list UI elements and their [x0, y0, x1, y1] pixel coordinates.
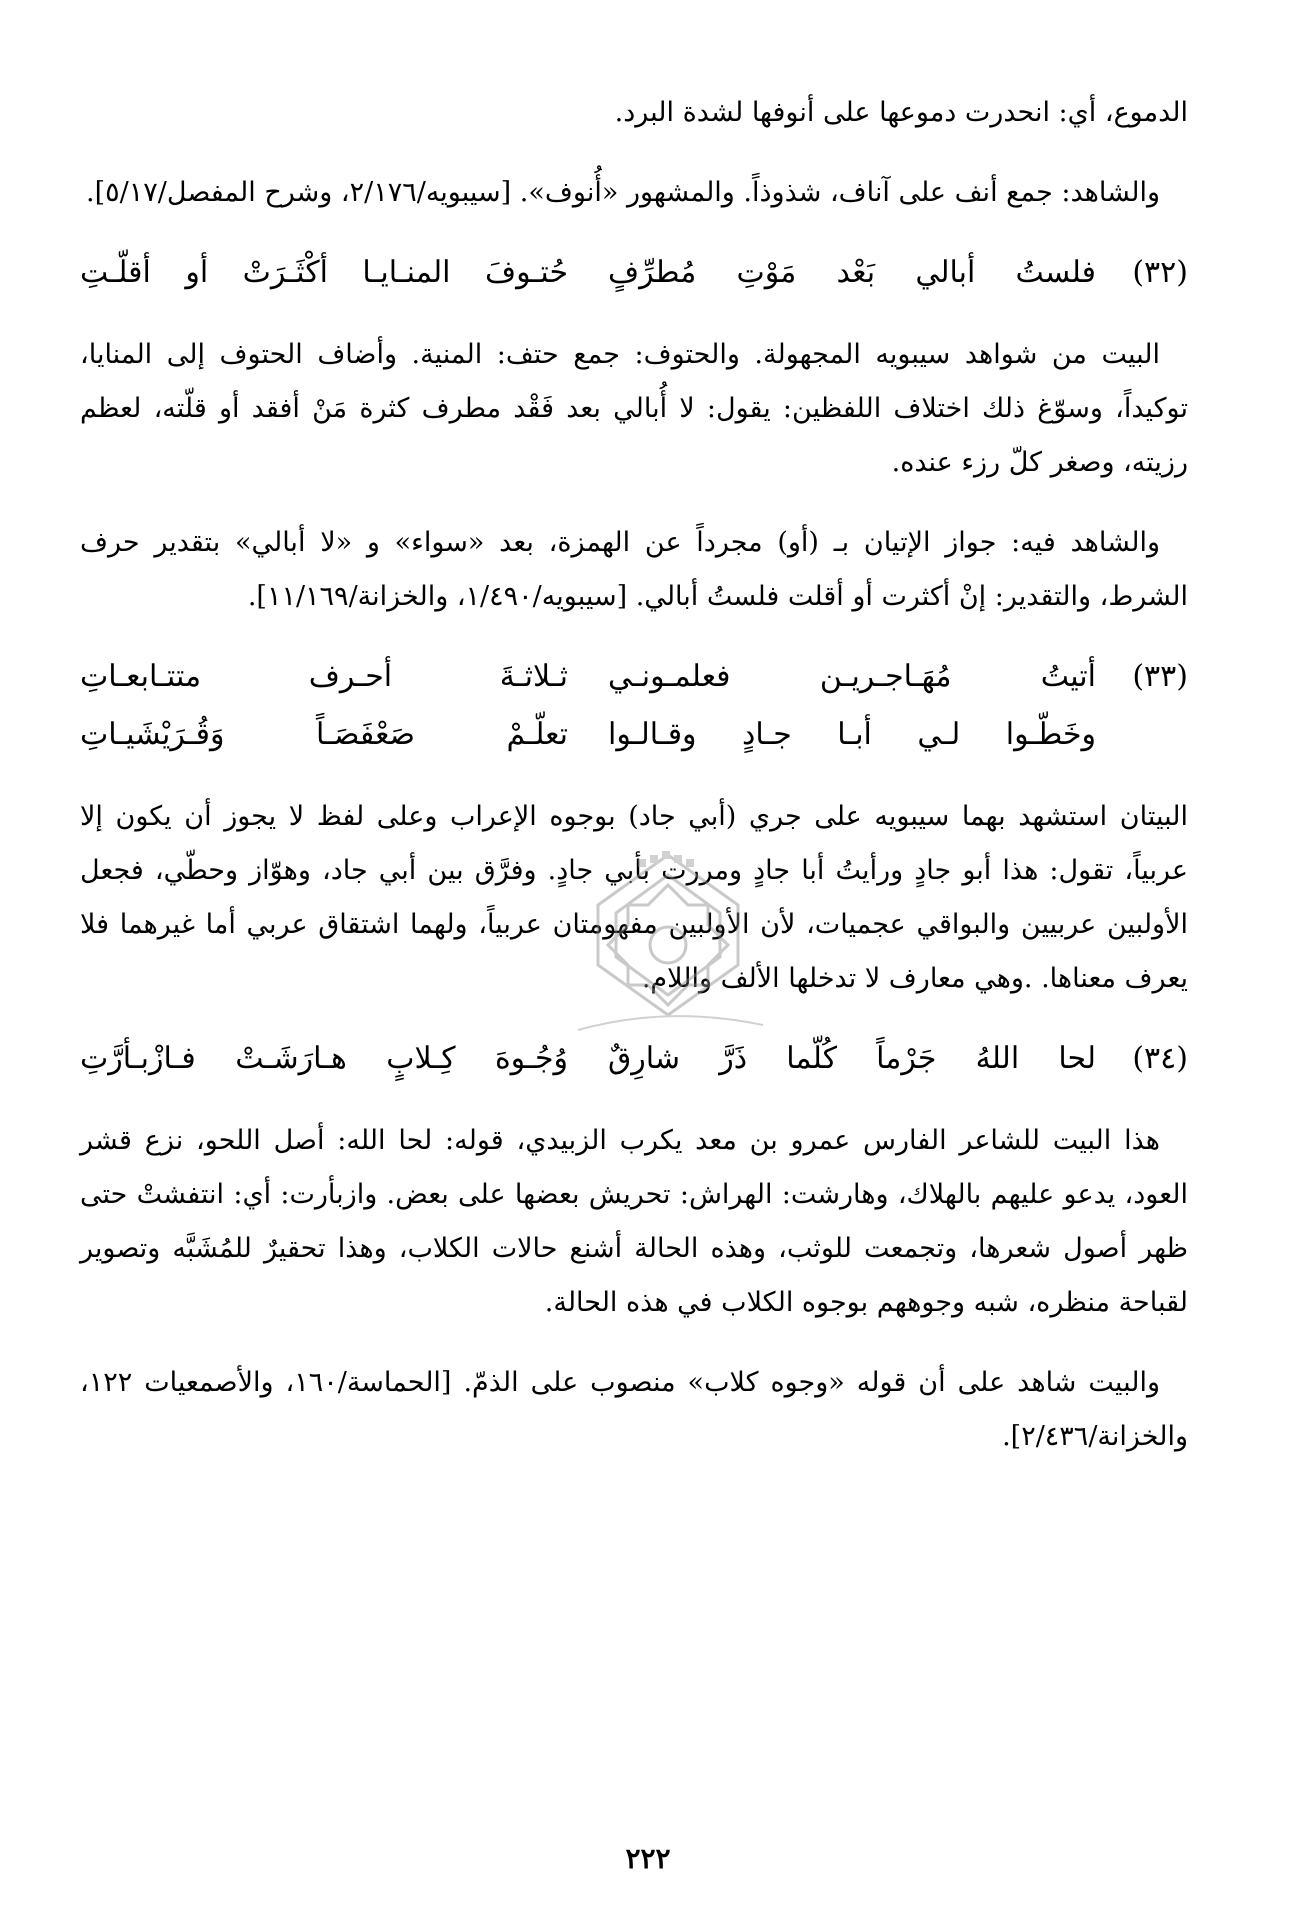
verse-hemistich-2: حُتـوفَ المنـايـا أكْثَـرَتْ أو أقلّـتِ	[80, 255, 568, 290]
verse-number: (٣٢)	[1132, 255, 1188, 290]
verse-hemistich-2: ثـلاثـةَ أحـرف متتـابعـاتِ	[80, 659, 568, 694]
commentary-paragraph: والشاهد: جمع أنف على آناف، شذوذاً. والمشهور «أُنوف». [سيبويه/٢/١٧٦، وشرح المفصل/٥/١٧].	[86, 177, 1160, 208]
commentary-paragraph: هذا البيت للشاعر الفارس عمرو بن معد يكرب الزبيدي، قوله: لحا الله: أصل اللحو، نزع قشر العود، يدعو عليهم بالهلاك، وهارشت: الهراش: تحريش بعضها على بعض. وازبأرت: أي: انتفشتْ حتى ظهر أصول شعرها، وتجمعت للوثب، وهذه الحالة أشنع حالات الكلاب، وهذا تحقيرٌ للمُشَبَّه وتصوير لقباحة منظره، شبه وجوههم بوجوه الكلاب في هذه الحالة.	[80, 1125, 1188, 1318]
verse-hemistich-1: لحا اللهُ جَرْماً كُلّما ذَرَّ شارِقٌ	[608, 1041, 1096, 1076]
verse-row	[80, 244, 1188, 302]
verse-number: (٣٤)	[1132, 1041, 1188, 1076]
commentary-paragraph: والبيت شاهد على أن قوله «وجوه كلاب» منصوب على الذمّ. [الحماسة/١٦٠، والأصمعيات ١٢٢، والخزانة/٢/٤٣٦].	[80, 1367, 1188, 1452]
verse-32	[80, 244, 1188, 302]
verse-row	[80, 706, 1188, 764]
verse-hemistich-1: أتيتُ مُهَـاجـريـن فعلمـونـي	[608, 659, 1096, 694]
verse-hemistich-2: وُجُـوهَ كِـلابٍ هـارَشَـتْ فـازْبـأرَّتِ	[80, 1041, 568, 1076]
verse-row	[80, 648, 1188, 706]
page-body	[80, 86, 1188, 1464]
commentary-paragraph: والشاهد فيه: جواز الإتيان بـ (أو) مجرداً عن الهمزة، بعد «سواء» و «لا أبالي» بتقدير حرف الشرط، والتقدير: إنْ أكثرت أو أقلت فلستُ أبالي. [سيبويه/١/٤٩٠، والخزانة/١١/١٦٩].	[80, 527, 1188, 612]
page-number: ٢٢٢	[625, 1842, 671, 1875]
commentary-paragraph: البيتان استشهد بهما سيبويه على جري (أبي جاد) بوجوه الإعراب وعلى لفظ لا يجوز أن يكون إلا عربياً، تقول: هذا أبو جادٍ ورأيتُ أبا جادٍ ومررت بأبي جادٍ. وفرَّق بين أبي جاد، وهوّاز وحطّي، فجعل الأولبين عربيين والبواقي عجميات، لأن الأولبين مفهومتان عربياً، ولهما اشتقاق عربي أما غيرهما فلا يعرف معناها. .وهي معارف لا تدخلها الألف واللام.	[80, 801, 1188, 994]
verse-hemistich-2: تعلّـمْ صَعْفَصَـاً وَقُـرَيْشَيـاتِ	[80, 717, 568, 752]
commentary-paragraph: البيت من شواهد سيبويه المجهولة. والحتوف: جمع حتف: المنية. وأضاف الحتوف إلى المنايا، توكيداً، وسوّغ ذلك اختلاف اللفظين: يقول: لا أُبالي بعد فَقْد مطرف كثرة مَنْ أفقد أو قلّته، لعظم رزيته، وصغر كلّ رزء عنده.	[80, 339, 1188, 478]
library-seal-watermark-icon	[538, 845, 798, 1045]
verse-hemistich-1: وخَطّـوا لـي أبـا جـادٍ وقـالـوا	[608, 717, 1096, 752]
continuation-line: الدموع، أي: انحدرت دموعها على أنوفها لشدة البرد.	[614, 97, 1188, 128]
verse-hemistich-1: فلستُ أبالي بَعْد مَوْتِ مُطرِّفٍ	[608, 255, 1096, 290]
verse-33	[80, 648, 1188, 764]
verse-number: (٣٣)	[1132, 659, 1188, 694]
